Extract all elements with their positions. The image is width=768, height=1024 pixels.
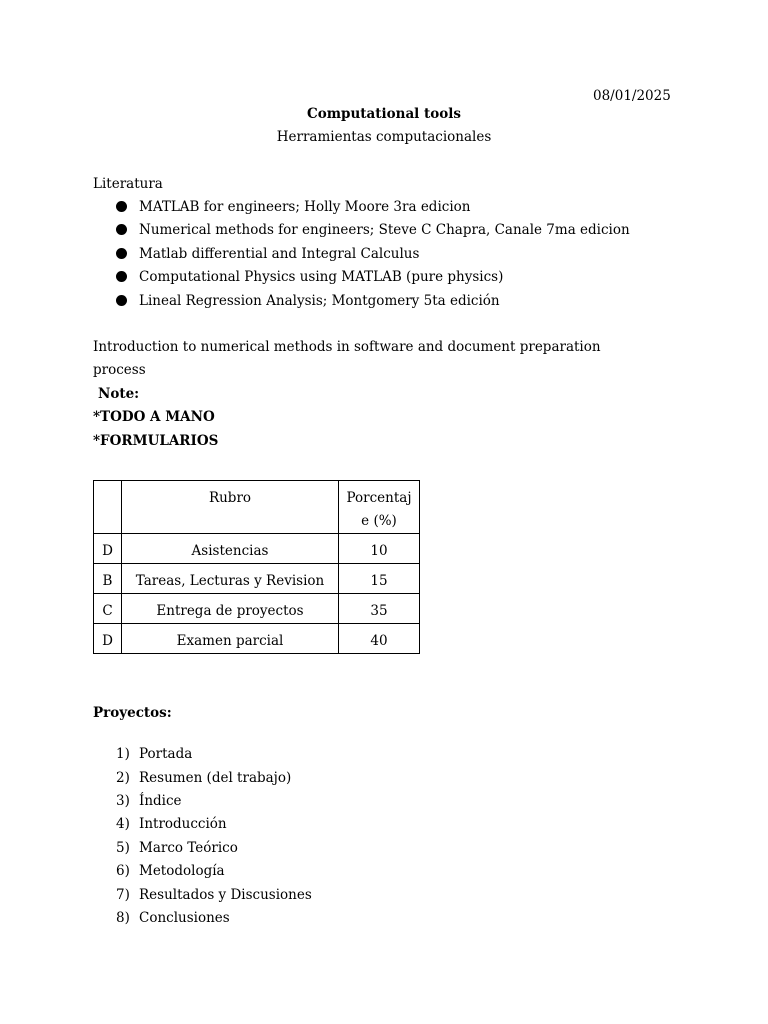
intro-line-1: Introduction to numerical methods in software and document preparation: [93, 339, 601, 355]
list-item: 3) Índice: [116, 793, 182, 809]
list-item: 2) Resumen (del trabajo): [116, 770, 292, 786]
list-item: 7) Resultados y Discusiones: [116, 887, 312, 903]
table-row: [94, 594, 420, 624]
bullet-icon: [116, 271, 127, 282]
header-rubro: Rubro: [122, 481, 339, 534]
bullet-icon: [116, 201, 127, 212]
header-percentage: Porcentaj e (%): [339, 481, 420, 534]
row-letter: B: [94, 564, 122, 594]
row-letter: D: [94, 624, 122, 654]
list-item: Computational Physics using MATLAB (pure physics): [116, 269, 503, 285]
intro-line-2: process: [93, 362, 146, 378]
row-letter: C: [94, 594, 122, 624]
row-rubro: Examen parcial: [122, 624, 339, 654]
document-title: Computational tools: [306, 106, 461, 122]
note-line-2: *FORMULARIOS: [93, 433, 219, 449]
bullet-icon: [116, 248, 127, 259]
row-letter: D: [94, 534, 122, 564]
bullet-icon: [116, 224, 127, 235]
table-row: [94, 564, 420, 594]
list-item: 4) Introducción: [116, 816, 227, 832]
list-item: 8) Conclusiones: [116, 910, 230, 926]
note-line-1: *TODO A MANO: [93, 409, 215, 425]
note-label: Note:: [98, 386, 140, 402]
table-row: [94, 624, 420, 654]
row-percentage: 15: [339, 564, 420, 594]
projects-heading: Proyectos:: [93, 705, 172, 721]
grading-table: [93, 480, 420, 654]
literature-heading: Literatura: [93, 176, 163, 192]
list-item: Lineal Regression Analysis; Montgomery 5ta edición: [116, 293, 500, 309]
document-date: 08/01/2025: [593, 88, 671, 104]
list-item: 1) Portada: [116, 746, 193, 762]
list-item: Matlab differential and Integral Calculus: [116, 246, 419, 262]
list-item: MATLAB for engineers; Holly Moore 3ra edicion: [116, 199, 470, 215]
header-blank-cell: [94, 481, 122, 534]
table-header-row: [94, 481, 420, 534]
row-rubro: Entrega de proyectos: [122, 594, 339, 624]
row-percentage: 10: [339, 534, 420, 564]
row-percentage: 35: [339, 594, 420, 624]
list-item: Numerical methods for engineers; Steve C Chapra, Canale 7ma edicion: [116, 222, 630, 238]
document-subtitle: Herramientas computacionales: [276, 129, 492, 145]
bullet-icon: [116, 295, 127, 306]
row-rubro: Asistencias: [122, 534, 339, 564]
list-item: 5) Marco Teórico: [116, 840, 238, 856]
table-row: [94, 534, 420, 564]
list-item: 6) Metodología: [116, 863, 225, 879]
row-rubro: Tareas, Lecturas y Revision: [122, 564, 339, 594]
row-percentage: 40: [339, 624, 420, 654]
